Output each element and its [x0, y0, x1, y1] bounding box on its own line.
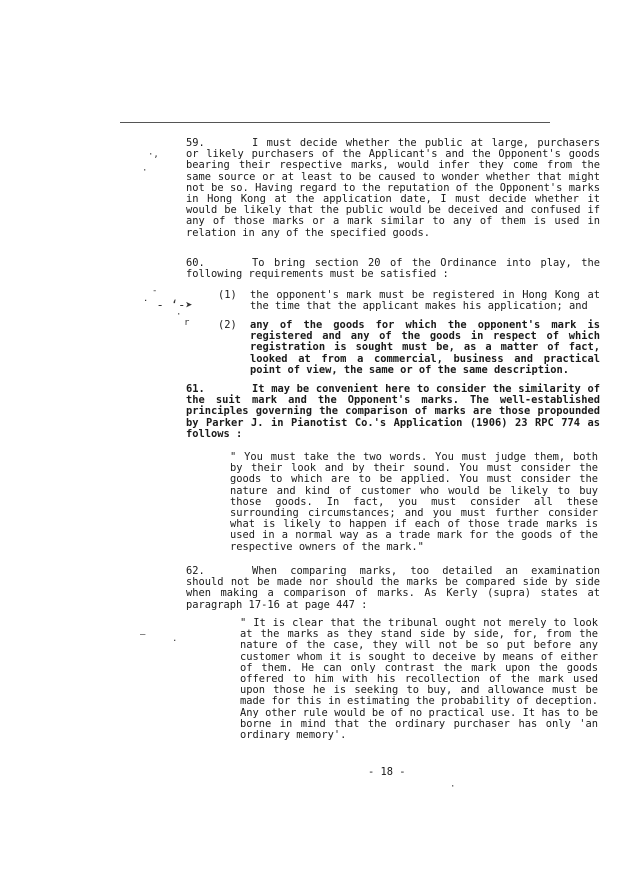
scan-mark: -	[152, 286, 158, 296]
header-rule	[120, 122, 550, 123]
paragraph-text: When comparing marks, too detailed an examination should not be made nor should the marks be compared side by side when making a comparison of marks. As Kerly (supra) states at paragraph 17-16 at page 447 :	[186, 565, 600, 611]
paragraph-62	[186, 566, 600, 611]
list-marker: (1)	[218, 289, 237, 301]
paragraph-number: 59.	[186, 137, 205, 149]
paragraph-59	[186, 138, 600, 239]
list-marker: (2)	[218, 319, 237, 331]
paragraph-text: To bring section 20 of the Ordinance into play, the following requirements must be satisfied :	[186, 257, 600, 281]
quotation-kerly	[240, 618, 598, 741]
paragraph-number: 60.	[186, 257, 205, 269]
scan-mark: ˙ ‐ ‘‑➤	[142, 298, 193, 312]
quotation-text: " You must take the two words. You must judge them, both by their look and by their sound. You must consider the goods to which are to be applied. You must consider the nature and kind of customer who would be likely to buy those goods. In fact, you must consider all these surrounding circumstances; and you must further consider what is likely to happen if each of those trade marks is used in a normal way as a trade mark for the goods of the respective owners of the mark."	[230, 451, 598, 553]
paragraph-61	[186, 384, 600, 440]
scan-mark: —	[140, 630, 146, 640]
requirement-item-2	[218, 320, 600, 376]
paragraph-number: 61.	[186, 383, 205, 395]
scan-mark: r	[184, 318, 190, 328]
scan-mark: ·	[450, 782, 456, 792]
scan-mark: .	[172, 634, 178, 644]
list-item-text: the opponent's mark must be registered in Hong Kong at the time that the applicant makes his application; and	[250, 289, 600, 313]
paragraph-60	[186, 258, 600, 280]
scan-mark: ·,	[148, 150, 159, 160]
quotation-text: " It is clear that the tribunal ought not merely to look at the marks as they stand side by side, for, from the nature of the case, they will not be so put before any customer whom it is sought to deceive by means of either of them. He can only contrast the mark upon the goods offered to him with his recollection of the mark used upon those he is seeking to buy, and allowance must be made for this in estimating the probability of deception. Any other rule would be of no practical use. It has to be borne in mind that the ordinary purchaser has only 'an ordinary memory'.	[240, 617, 598, 742]
quotation-pianotist	[230, 452, 598, 553]
paragraph-text: It may be convenient here to consider the similarity of the suit mark and the Opponent's marks. The well-established principles governing the comparison of marks are those propounded by Parker J. in Pianotist Co.'s Application (1906) 23 RPC 774 as follows :	[186, 383, 600, 440]
page-number: - 18 -	[368, 766, 406, 778]
paragraph-number: 62.	[186, 565, 205, 577]
list-item-text: any of the goods for which the opponent's mark is registered and any of the goods in respect of which registration is sought must be, as a matter of fact, looked at from a commercial, business and practical point of view, the same or of the same description.	[250, 319, 600, 376]
scan-mark: ·	[142, 166, 148, 176]
paragraph-text: I must decide whether the public at large, purchasers or likely purchasers of the Applicant's and the Opponent's goods bearing their respective marks, would infer they come from the same source or at least to be caused to wonder whether that might not be so. Having regard to the reputation of the Opponent's marks in Hong Kong at the application date, I must decide whether it would be likely that the public would be deceived and confused if any of those marks or a mark similar to any of them is used in relation in any of the specified goods.	[186, 137, 600, 239]
scan-mark: ·	[176, 310, 182, 320]
